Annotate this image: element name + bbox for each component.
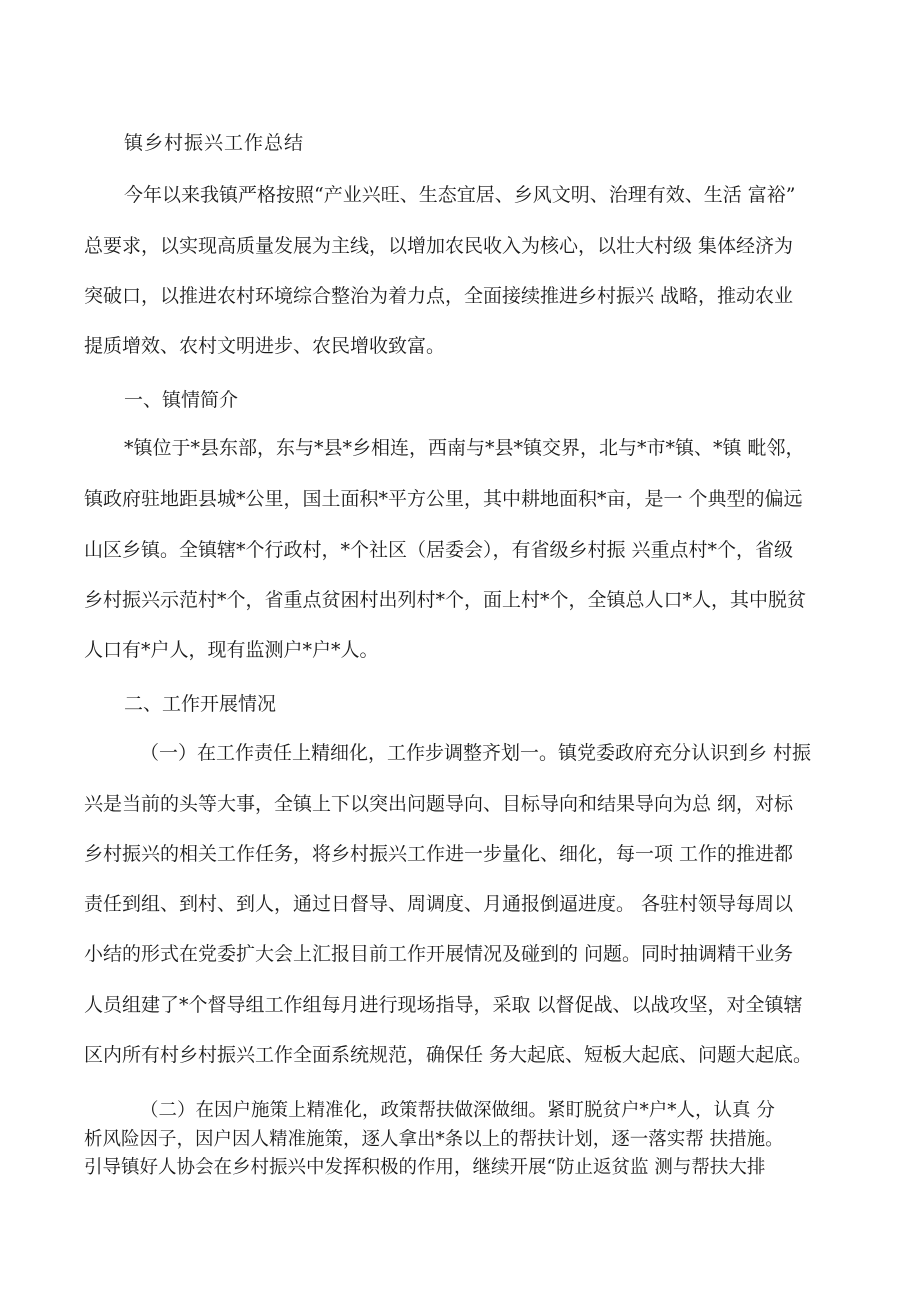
intro-line-3: 突破口，以推进农村环境综合整治为着力点，全面接续推进乡村振兴 战略，推动农业 (84, 285, 794, 307)
section-1-line-3: 山区乡镇。全镇辖*个行政村，*个社区（居委会），有省级乡村振 兴重点村*个，省级 (84, 539, 794, 561)
section-1-line-1: *镇位于*县东部，东与*县*乡相连，西南与*县*镇交界，北与*市*镇、*镇 毗邻， (124, 437, 805, 459)
section-2-p2-line-1: （二）在因户施策上精准化，政策帮扶做深做细。紧盯脱贫户*户*人，认真 分 (140, 1100, 775, 1121)
section-2-p2-line-3: 引导镇好人协会在乡村振兴中发挥积极的作用，继续开展“防止返贫监 测与帮扶大排 (84, 1157, 766, 1178)
section-2-p1-line-7: 区内所有村乡村振兴工作全面系统规范，确保任 务大起底、短板大起底、问题大起底。 (84, 1044, 813, 1066)
intro-line-1: 今年以来我镇严格按照“产业兴旺、生态宜居、乡风文明、治理有效、生活 富裕” (124, 184, 796, 206)
section-2-heading: 二、工作开展情况 (124, 693, 277, 715)
section-1-heading: 一、镇情简介 (124, 389, 239, 411)
section-1-line-5: 人口有*户人，现有监测户*户*人。 (84, 639, 379, 661)
section-2-p1-line-2: 兴是当前的头等大事，全镇上下以突出问题导向、目标导向和结果导向为总 纲，对标 (84, 793, 794, 815)
section-1-line-4: 乡村振兴示范村*个，省重点贫困村出列村*个，面上村*个，全镇总人口*人，其中脱贫 (84, 589, 807, 611)
section-2-p1-line-4: 责任到组、到村、到人，通过日督导、周调度、月通报倒逼进度。 各驻村领导每周以 (84, 893, 794, 915)
intro-line-2: 总要求，以实现高质量发展为主线，以增加农民收入为核心，以壮大村级 集体经济为 (84, 235, 794, 257)
section-2-p1-line-5: 小结的形式在党委扩大会上汇报目前工作开展情况及碰到的 问题。同时抽调精干业务 (84, 943, 794, 965)
document-title: 镇乡村振兴工作总结 (124, 132, 305, 154)
section-1-line-2: 镇政府驻地距县城*公里，国土面积*平方公里，其中耕地面积*亩，是一 个典型的偏远 (84, 488, 803, 510)
section-2-p2-line-2: 析风险因子，因户因人精准施策，逐人拿出*条以上的帮扶计划，逐一落实帮 扶措施。 (84, 1129, 784, 1150)
section-2-p1-line-1: （一）在工作责任上精细化，工作步调整齐划一。镇党委政府充分认识到乡 村振 (140, 742, 812, 764)
section-2-p1-line-6: 人员组建了*个督导组工作组每月进行现场指导，采取 以督促战、以战攻坚，对全镇辖 (84, 994, 803, 1016)
intro-line-4: 提质增效、农村文明进步、农民增收致富。 (84, 335, 446, 357)
section-2-p1-line-3: 乡村振兴的相关工作任务，将乡村振兴工作进一步量化、细化，每一项 工作的推进都 (84, 843, 794, 865)
